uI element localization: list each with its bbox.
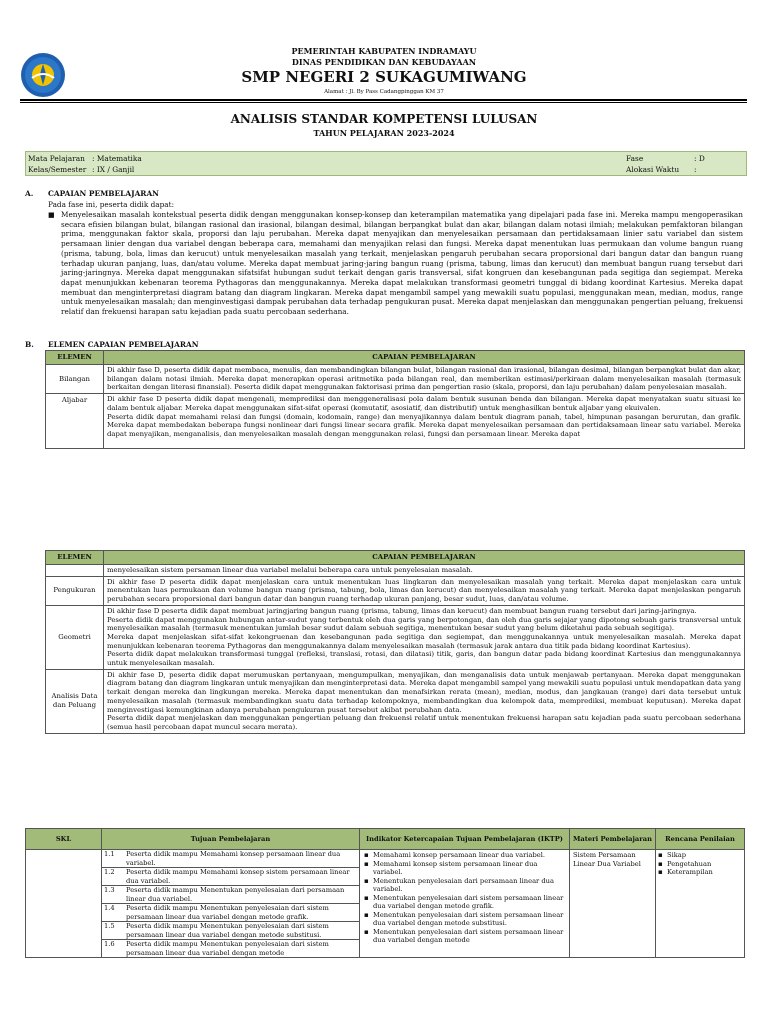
class-label: Kelas/Semester bbox=[28, 165, 87, 174]
tujuan-item: 1.6 Peserta didik mampu Menentukan penyelesaian dari sistem persamaan linear dua variabel dengan metode bbox=[104, 940, 329, 957]
col-elemen-header: ELEMEN bbox=[46, 351, 104, 365]
col-skl-header: SKL bbox=[26, 829, 102, 850]
phase-label: Fase bbox=[626, 154, 644, 163]
elemen-text: Di akhir fase D peserta didik dapat membuat jaringjaring bangun ruang (prisma, tabung, limas dan kerucut) dan membuat bangun ruang tersebut dari jaring-jaringnya. Peserta didik dapat menggunakan hubungan antar-sudut yang terbentuk oleh dua garis yang berpotongan, dan oleh dua garis sejajar yang dipotong sebuah garis transversal untuk menyelesaikan masalah (termasuk menentukan jumlah besar sudut dalam sebuah segitiga, menentukan besar sudut yang belum diketahui pada sebuah segitiga). Mereka dapat menjelaskan sifat-sifat kekongruenan dan kesebangunan pada segitiga dan segiempat, dan menggunakannya untuk menyelesaikan masalah. Mereka dapat menunjukkan kebenaran teorema Pythagoras dan menggunakannya dalam menyelesaikan masalah (termasuk jarak antara dua titik pada bidang koordinat Kartesius). Peserta didik dapat melakukan transformasi tunggal (refleksi, translasi, rotasi, dan dilatasi) titik, garis, dan bangun datar pada bidang koordinat Kartesius dan menggunakannya untuk menyelesaikan masalah. bbox=[104, 605, 745, 669]
col-iktp-header: Indikator Ketercapaian Tujuan Pembelajaran (IKTP) bbox=[360, 829, 570, 850]
header-department: DINAS PENDIDIKAN DAN KEBUDAYAAN bbox=[291, 57, 477, 67]
rencana-cell bbox=[656, 850, 745, 958]
materi-cell: Sistem Persamaan Linear Dua Variabel bbox=[570, 850, 656, 958]
table-row bbox=[46, 394, 745, 449]
col-materi-header: Materi Pembelajaran bbox=[570, 829, 656, 850]
iktp-item: ▪ Menentukan penyelesaian dari sistem persamaan linear dua variabel dengan metode substitusi. bbox=[373, 911, 566, 928]
table-row bbox=[46, 576, 745, 605]
elemen-name: Bilangan bbox=[46, 365, 104, 394]
iktp-item: ▪ Memahami konsep sistem persamaan linear dua variabel. bbox=[373, 860, 566, 877]
section-b-number: B. bbox=[25, 340, 34, 349]
elemen-name: Aljabar bbox=[46, 394, 104, 449]
elemen-name: Pengukuran bbox=[46, 576, 104, 605]
tujuan-item: 1.3 Peserta didik mampu Menentukan penyelesaian dari persamaan linear dua variabel. bbox=[102, 886, 359, 904]
table-row bbox=[46, 365, 745, 394]
skl-cell bbox=[26, 850, 102, 958]
header-government: PEMERINTAH KABUPATEN INDRAMAYU bbox=[291, 46, 477, 56]
tujuan-item: 1.4 Peserta didik mampu Menentukan penyelesaian dari sistem persamaan linear dua variabel dengan metode grafik. bbox=[102, 904, 359, 922]
col-capaian-header: CAPAIAN PEMBELAJARAN bbox=[104, 351, 745, 365]
time-value: : bbox=[694, 165, 697, 174]
header-rule-thin bbox=[20, 102, 747, 103]
header-rule bbox=[20, 99, 747, 101]
col-rencana-header: Rencana Penilaian bbox=[656, 829, 745, 850]
table-row bbox=[26, 850, 745, 958]
section-b-title: ELEMEN CAPAIAN PEMBELAJARAN bbox=[48, 340, 199, 349]
table-row bbox=[46, 669, 745, 733]
iktp-item: ▪ Menentukan penyelesaian dari sistem persamaan linear dua variabel dengan metode grafik. bbox=[373, 894, 566, 911]
iktp-cell bbox=[360, 850, 570, 958]
table-row bbox=[46, 565, 745, 577]
rencana-item: ▪ Sikap bbox=[667, 851, 741, 860]
iktp-item: ▪ Memahami konsep persamaan linear dua variabel. bbox=[373, 851, 566, 860]
elemen-text: Di akhir fase D peserta didik dapat mengenali, memprediksi dan menggeneralisasi pola dalam bentuk susunan benda dan bilangan. Mereka dapat menyatakan suatu situasi ke dalam bentuk aljabar. Mereka dapat menggunakan sifat-sifat operasi (komutatif, asosiatif, dan distributif) untuk menghasilkan bentuk aljabar yang ekuivalen. Peserta didik dapat memahami relasi dan fungsi (domain, kodomain, range) dan menyajikannya dalam bentuk diagram panah, tabel, himpunan pasangan berurutan, dan grafik. Mereka dapat membedakan beberapa fungsi nonlinear dari fungsi linear secara grafik. Mereka dapat menyelesaikan persamaan dan pertidaksamaan linear satu variabel. Mereka dapat menyajikan, menganalisis, dan menyelesaikan masalah dengan menggunakan relasi, fungsi dan persamaan linear. Mereka dapat bbox=[104, 394, 745, 449]
elemen-name-empty bbox=[46, 565, 104, 577]
document-title: ANALISIS STANDAR KOMPETENSI LULUSAN bbox=[230, 112, 538, 126]
tujuan-item: 1.1 Peserta didik mampu Memahami konsep persamaan linear dua variabel. bbox=[102, 850, 359, 868]
skl-table bbox=[25, 828, 745, 958]
elemen-text: Di akhir fase D, peserta didik dapat merumuskan pertanyaan, mengumpulkan, menyajikan, dan menganalisis data untuk menjawab pertanyaan. Mereka dapat menggunakan diagram batang dan diagram lingkaran untuk menyajikan dan menginterpretasi data. Mereka dapat mengambil sampel yang mewakili suatu populasi untuk mendapatkan data yang terkait dengan mereka dan lingkungan mereka. Mereka dapat menentukan dan menafsirkan rerata (mean), median, modus, dan jangkauan (range) dari data tersebut untuk menyelesaikan masalah (termasuk membandingkan suatu data terhadap kelompoknya, membandingkan dua kelompok data, memprediksi, membuat keputusan). Mereka dapat menginvestigasi kemungkinan adanya perubahan pengukuran pusat tersebut akibat perubahan data. Peserta didik dapat menjelaskan dan menggunakan pengertian peluang dan frekuensi relatif untuk menentukan frekuensi harapan satu kejadian pada suatu percobaan sederhana (semua hasil percobaan dapat muncul secara merata). bbox=[104, 669, 745, 733]
elemen-table-2 bbox=[45, 550, 745, 734]
tujuan-item: 1.2 Peserta didik mampu Memahami konsep sistem persamaan linear dua variabel. bbox=[102, 868, 359, 886]
table-row bbox=[46, 605, 745, 669]
elemen-table-1 bbox=[45, 350, 745, 449]
section-a-number: A. bbox=[25, 189, 34, 198]
col-tujuan-header: Tujuan Pembelajaran bbox=[102, 829, 360, 850]
elemen-name: Analisis Data dan Peluang bbox=[46, 669, 104, 733]
phase-value: : D bbox=[694, 154, 705, 163]
section-a-intro: Pada fase ini, peserta didik dapat: bbox=[48, 200, 175, 209]
rencana-item: ▪ Keterampilan bbox=[667, 868, 741, 877]
section-a-paragraph: Menyelesaikan masalah kontekstual peserta didik dengan menggunakan konsep-konsep dan keterampilan matematika yang dipelajari pada fase ini. Mereka mampu mengoperasikan secara efisien bilangan bulat, bilangan rasional dan irasional, bilangan desimal, bilangan berpangkat bulat dan akar, bilangan dalam notasi ilmiah; melakukan pemfaktoran bilangan prima, menggunakan faktor skala, proporsi dan laju perubahan. Mereka dapat menyajikan dan menyelesaikan persamaan dan pertidaksamaan linier satu variabel dan sistem persamaan linier dengan dua variabel dengan beberapa cara, memahami dan menyajikan relasi dan fungsi. Mereka dapat menentukan luas permukaan dan volume bangun ruang (prisma, tabung, bola, limas dan kerucut) untuk menyelesaikan masalah yang terkait, menjelaskan pengaruh perubahan secara proporsional dari bangun datar dan bangun ruang terhadap ukuran panjang, luas, dan/atau volume. Mereka dapat membuat jaring-jaring bangun ruang (prisma, tabung, limas dan kerucut) dan membuat bangun ruang tersebut dari jaring-jaringnya. Mereka dapat menggunakan sifatsifat hubungan sudut terkait dengan garis transversal, sifat kongruen dan kesebangunan pada segitiga dan segiempat. Mereka dapat menunjukkan kebenaran teorema Pythagoras dan menggunakannya. Mereka dapat melakukan transformasi geometri tunggal di bidang koordinat Kartesius. Mereka dapat membuat dan menginterpretasi diagram batang dan diagram lingkaran. Mereka dapat mengambil sampel yang mewakili suatu populasi, menggunakan mean, median, modus, range untuk menyelesaikan masalah; dan menginvestigasi dampak perubahan data terhadap pengukuran pusat. Mereka dapat menjelaskan dan menggunakan pengertian peluang, frekuensi relatif dan frekuensi harapan satu kejadian pada suatu percobaan sederhana. bbox=[61, 210, 743, 317]
tujuan-item: 1.5 Peserta didik mampu Menentukan penyelesaian dari sistem persamaan linear dua variabel dengan metode substitusi. bbox=[102, 922, 359, 940]
col-elemen-header: ELEMEN bbox=[46, 551, 104, 565]
section-a-title: CAPAIAN PEMBELAJARAN bbox=[48, 189, 159, 198]
subject-info-bar bbox=[25, 151, 747, 176]
document-year: TAHUN PELAJARAN 2023-2024 bbox=[313, 128, 455, 138]
col-capaian-header: CAPAIAN PEMBELAJARAN bbox=[104, 551, 745, 565]
header-school-name: SMP NEGERI 2 SUKAGUMIWANG bbox=[241, 68, 527, 86]
subject-label: Mata Pelajaran bbox=[28, 154, 85, 163]
elemen-text: Di akhir fase D, peserta didik dapat membaca, menulis, dan membandingkan bilangan bulat, bilangan rasional dan irasional, bilangan desimal, bilangan berpangkat bulat dan akar, bilangan dalam notasi ilmiah. Mereka dapat menerapkan operasi aritmetika pada bilangan real, dan memberikan estimasi/perkiraan dalam menyelesaikan masalah (termasuk berkaitan dengan literasi finansial). Peserta didik dapat menggunakan faktorisasi prima dan pengertian rasio (skala, proporsi, dan laju perubahan) dalam penyelesaian masalah. bbox=[104, 365, 745, 394]
class-value: : IX / Ganjil bbox=[92, 165, 135, 174]
elemen-text: Di akhir fase D peserta didik dapat menjelaskan cara untuk menentukan luas lingkaran dan menyelesaikan masalah yang terkait. Mereka dapat menjelaskan cara untuk menentukan luas permukaan dan volume bangun ruang (prisma, tabung, bola, limas dan kerucut) dan menyelesaikan masalah yang terkait. Mereka dapat menjelaskan pengaruh perubahan secara proporsional dari bangun datar dan bangun ruang terhadap ukuran panjang, besar sudut, luas, dan/atau volume. bbox=[104, 576, 745, 605]
time-label: Alokasi Waktu bbox=[626, 165, 680, 174]
subject-value: : Matematika bbox=[92, 154, 142, 163]
tujuan-cell bbox=[102, 850, 360, 958]
iktp-item: ▪ Menentukan penyelesaian dari persamaan linear dua variabel. bbox=[373, 877, 566, 894]
bullet-icon: ■ bbox=[48, 211, 55, 219]
rencana-item: ▪ Pengetahuan bbox=[667, 860, 741, 869]
header-address: Alamat : Jl. By Pass Cadangpinggan KM 37 bbox=[324, 89, 444, 95]
elemen-name: Geometri bbox=[46, 605, 104, 669]
elemen-text-continued: menyelesaikan sistem persaman linear dua variabel melalui beberapa cara untuk penyelesaian masalah. bbox=[104, 565, 745, 577]
iktp-item: ▪ Menentukan penyelesaian dari sistem persamaan linear dua variabel dengan metode bbox=[373, 928, 566, 945]
